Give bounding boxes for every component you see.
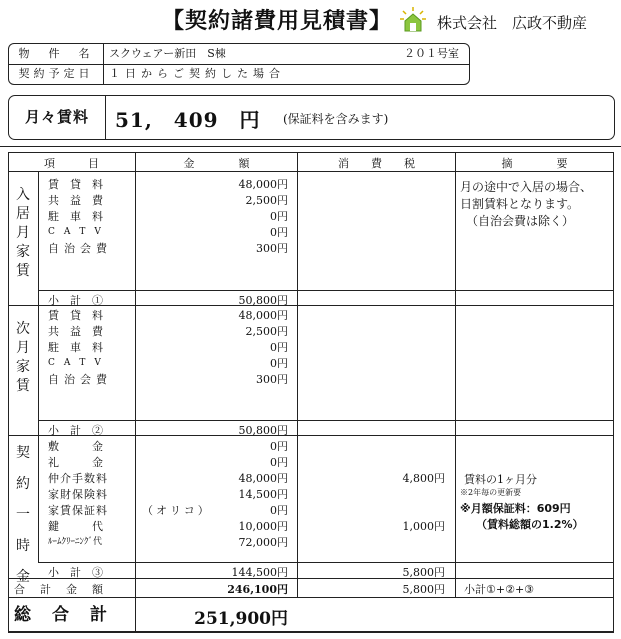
monthly-rent-amount: 51, 409 円 xyxy=(115,108,261,132)
contract-date-value: １日からご契約した場合 xyxy=(109,67,285,80)
remarks-text: 月の途中で入居の場合、 xyxy=(460,180,593,194)
subtotal-value: 50,800円 xyxy=(238,294,288,307)
item-label: 自治会費 xyxy=(48,242,112,255)
amount-value: 10,000円 xyxy=(238,520,288,533)
amount-value: 0円 xyxy=(270,357,288,370)
tax-value: 1,000円 xyxy=(402,520,445,533)
subtotal-tax: 5,800円 xyxy=(402,566,445,579)
amount-value: 300円 xyxy=(256,242,288,255)
monthly-rent-box xyxy=(8,95,615,140)
item-label: 駐 車 料 xyxy=(48,341,103,354)
section-label-move-in-rent: 入 居 月 家 賃 xyxy=(16,187,30,279)
remarks-text: ※2年毎の更新要 xyxy=(460,488,522,497)
item-label: 賃 貸 料 xyxy=(48,309,103,322)
item-label: C A T V xyxy=(48,358,101,368)
item-label: 鍵 代 xyxy=(48,520,103,533)
item-label: 仲介手数料 xyxy=(48,472,108,485)
guarantor-company: （オリコ） xyxy=(142,504,212,517)
contract-date-row xyxy=(9,64,469,84)
total-remarks: 小計①+②+③ xyxy=(464,583,535,596)
remarks-text: 賃料の1ヶ月分 xyxy=(464,473,537,486)
grand-total-amount: 251,900円 xyxy=(194,609,288,629)
header-item: 項 目 xyxy=(44,157,99,170)
item-label: 敷 金 xyxy=(48,440,103,453)
amount-value: 14,500円 xyxy=(238,488,288,501)
section-label-next-month-rent: 次 月 家 賃 xyxy=(16,321,30,394)
amount-value: 0円 xyxy=(270,210,288,223)
remarks-text: （自治会費は除く） xyxy=(466,214,575,228)
subtotal-value: 50,800円 xyxy=(238,424,288,437)
amount-value: 2,500円 xyxy=(245,194,288,207)
amount-value: 48,000円 xyxy=(238,309,288,322)
item-label: 礼 金 xyxy=(48,456,103,469)
item-label: 共 益 費 xyxy=(48,325,103,338)
tax-value: 4,800円 xyxy=(402,472,445,485)
total-amount: 246,100円 xyxy=(227,583,288,596)
amount-value: 48,000円 xyxy=(238,472,288,485)
amount-value: 300円 xyxy=(256,373,288,386)
document-header xyxy=(0,4,621,38)
cost-table xyxy=(8,152,614,632)
total-label: 合 計 金 額 xyxy=(14,583,105,596)
property-name-value: スクウェアー新田 S棟 xyxy=(109,47,226,60)
subtotal-value: 144,500円 xyxy=(231,566,288,579)
total-tax: 5,800円 xyxy=(402,583,445,596)
subtotal-label: 小 計 ② xyxy=(48,424,103,437)
item-label: 家賃保証料 xyxy=(48,504,108,517)
subtotal-label: 小 計 ③ xyxy=(48,566,103,579)
amount-value: 2,500円 xyxy=(245,325,288,338)
remarks-text: 日割賃料となります。 xyxy=(460,197,580,211)
header-remarks: 摘 要 xyxy=(501,157,568,170)
item-label: 自治会費 xyxy=(48,373,112,386)
section-label-contract-lump-sum: 契 約 一 時 金 xyxy=(16,445,30,585)
subtotal-label: 小 計 ① xyxy=(48,294,103,307)
property-name-row xyxy=(9,44,469,65)
header-amount: 金 額 xyxy=(183,157,250,170)
remarks-text: （賃料総額の1.2%） xyxy=(476,518,584,531)
property-info-box xyxy=(8,43,470,85)
monthly-rent-label: 月々賃料 xyxy=(9,96,106,139)
house-logo xyxy=(400,6,426,34)
item-label: 共 益 費 xyxy=(48,194,103,207)
contract-date-label: 契約予定日 xyxy=(9,64,104,84)
item-label: 家財保険料 xyxy=(48,488,108,501)
amount-value: 72,000円 xyxy=(238,536,288,549)
amount-value: 0円 xyxy=(270,341,288,354)
item-label: 駐 車 料 xyxy=(48,210,103,223)
amount-value: 48,000円 xyxy=(238,178,288,191)
monthly-rent-note: (保証料を含みます) xyxy=(283,112,389,126)
property-name-label: 物 件 名 xyxy=(9,44,104,64)
item-label: ﾙｰﾑｸﾘｰﾆﾝｸﾞ代 xyxy=(48,537,103,547)
item-label: C A T V xyxy=(48,227,101,237)
header-tax: 消 費 税 xyxy=(338,157,415,170)
amount-value: 0円 xyxy=(270,226,288,239)
document-title: 【契約諸費用見積書】 xyxy=(162,9,393,34)
amount-value: 0円 xyxy=(270,504,288,517)
item-label: 賃 貸 料 xyxy=(48,178,103,191)
remarks-text: ※月額保証料：609円 xyxy=(460,502,571,515)
amount-value: 0円 xyxy=(270,456,288,469)
amount-value: 0円 xyxy=(270,440,288,453)
company-name: 株式会社 広政不動産 xyxy=(437,14,588,32)
room-number: ２０１号室 xyxy=(404,47,459,60)
divider xyxy=(0,146,621,147)
grand-total-label: 総 合 計 xyxy=(14,605,109,625)
